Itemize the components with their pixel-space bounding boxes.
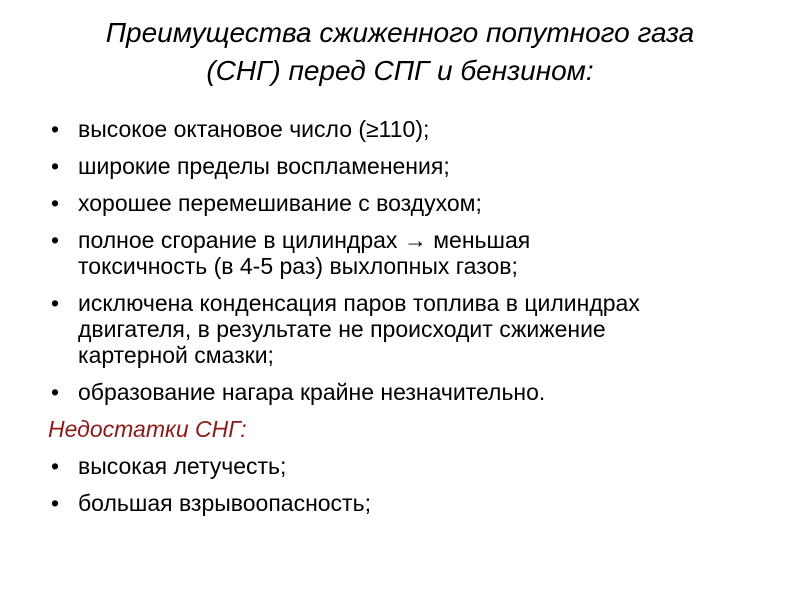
list-item-text — [78, 290, 768, 368]
bullet-icon: • — [50, 453, 60, 479]
list-item — [48, 116, 768, 142]
bullet-icon: • — [50, 116, 60, 142]
advantages-list — [48, 116, 768, 405]
list-item — [48, 190, 768, 216]
list-item-line: исключена конденсация паров топлива в цилиндрах — [78, 290, 640, 316]
disadvantages-heading: Недостатки СНГ: — [48, 416, 247, 442]
slide-content — [48, 116, 768, 527]
list-item — [48, 453, 768, 479]
list-item-text — [78, 116, 768, 142]
list-item-line: высокое октановое число (≥110); — [78, 116, 430, 142]
bullet-icon: • — [50, 153, 60, 179]
list-item-text — [78, 453, 768, 479]
list-item-text — [78, 379, 768, 405]
slide-title — [56, 14, 744, 90]
list-item-text — [78, 190, 768, 216]
list-item — [48, 290, 768, 368]
list-item-line: токсичность (в 4-5 раз) выхлопных газов; — [78, 253, 518, 279]
list-item-text — [78, 153, 768, 179]
list-item — [48, 227, 768, 279]
list-item — [48, 379, 768, 405]
bullet-icon: • — [50, 490, 60, 516]
bullet-icon: • — [50, 379, 60, 405]
bullet-icon: • — [50, 227, 60, 253]
slide-title-line: Преимущества сжиженного попутного газа — [105, 17, 695, 48]
bullet-icon: • — [50, 190, 60, 216]
list-item-line: образование нагара крайне незначительно. — [78, 379, 546, 405]
list-item-text — [78, 227, 768, 279]
disadvantages-list — [48, 453, 768, 516]
list-item-line: хорошее перемешивание с воздухом; — [78, 190, 482, 216]
list-item-line: полное сгорание в цилиндрах → меньшая — [78, 227, 531, 253]
bullet-icon: • — [50, 290, 60, 316]
list-item-line: двигателя, в результате не происходит сжижение — [78, 316, 606, 342]
list-item-text — [78, 490, 768, 516]
list-item — [48, 490, 768, 516]
list-item — [48, 153, 768, 179]
list-item-line: высокая летучесть; — [78, 453, 287, 479]
slide-title-line: (СНГ) перед СПГ и бензином: — [206, 55, 594, 86]
list-item-line: картерной смазки; — [78, 342, 274, 368]
list-item-line: большая взрывоопасность; — [78, 490, 371, 516]
list-item-line: широкие пределы воспламенения; — [78, 153, 450, 179]
